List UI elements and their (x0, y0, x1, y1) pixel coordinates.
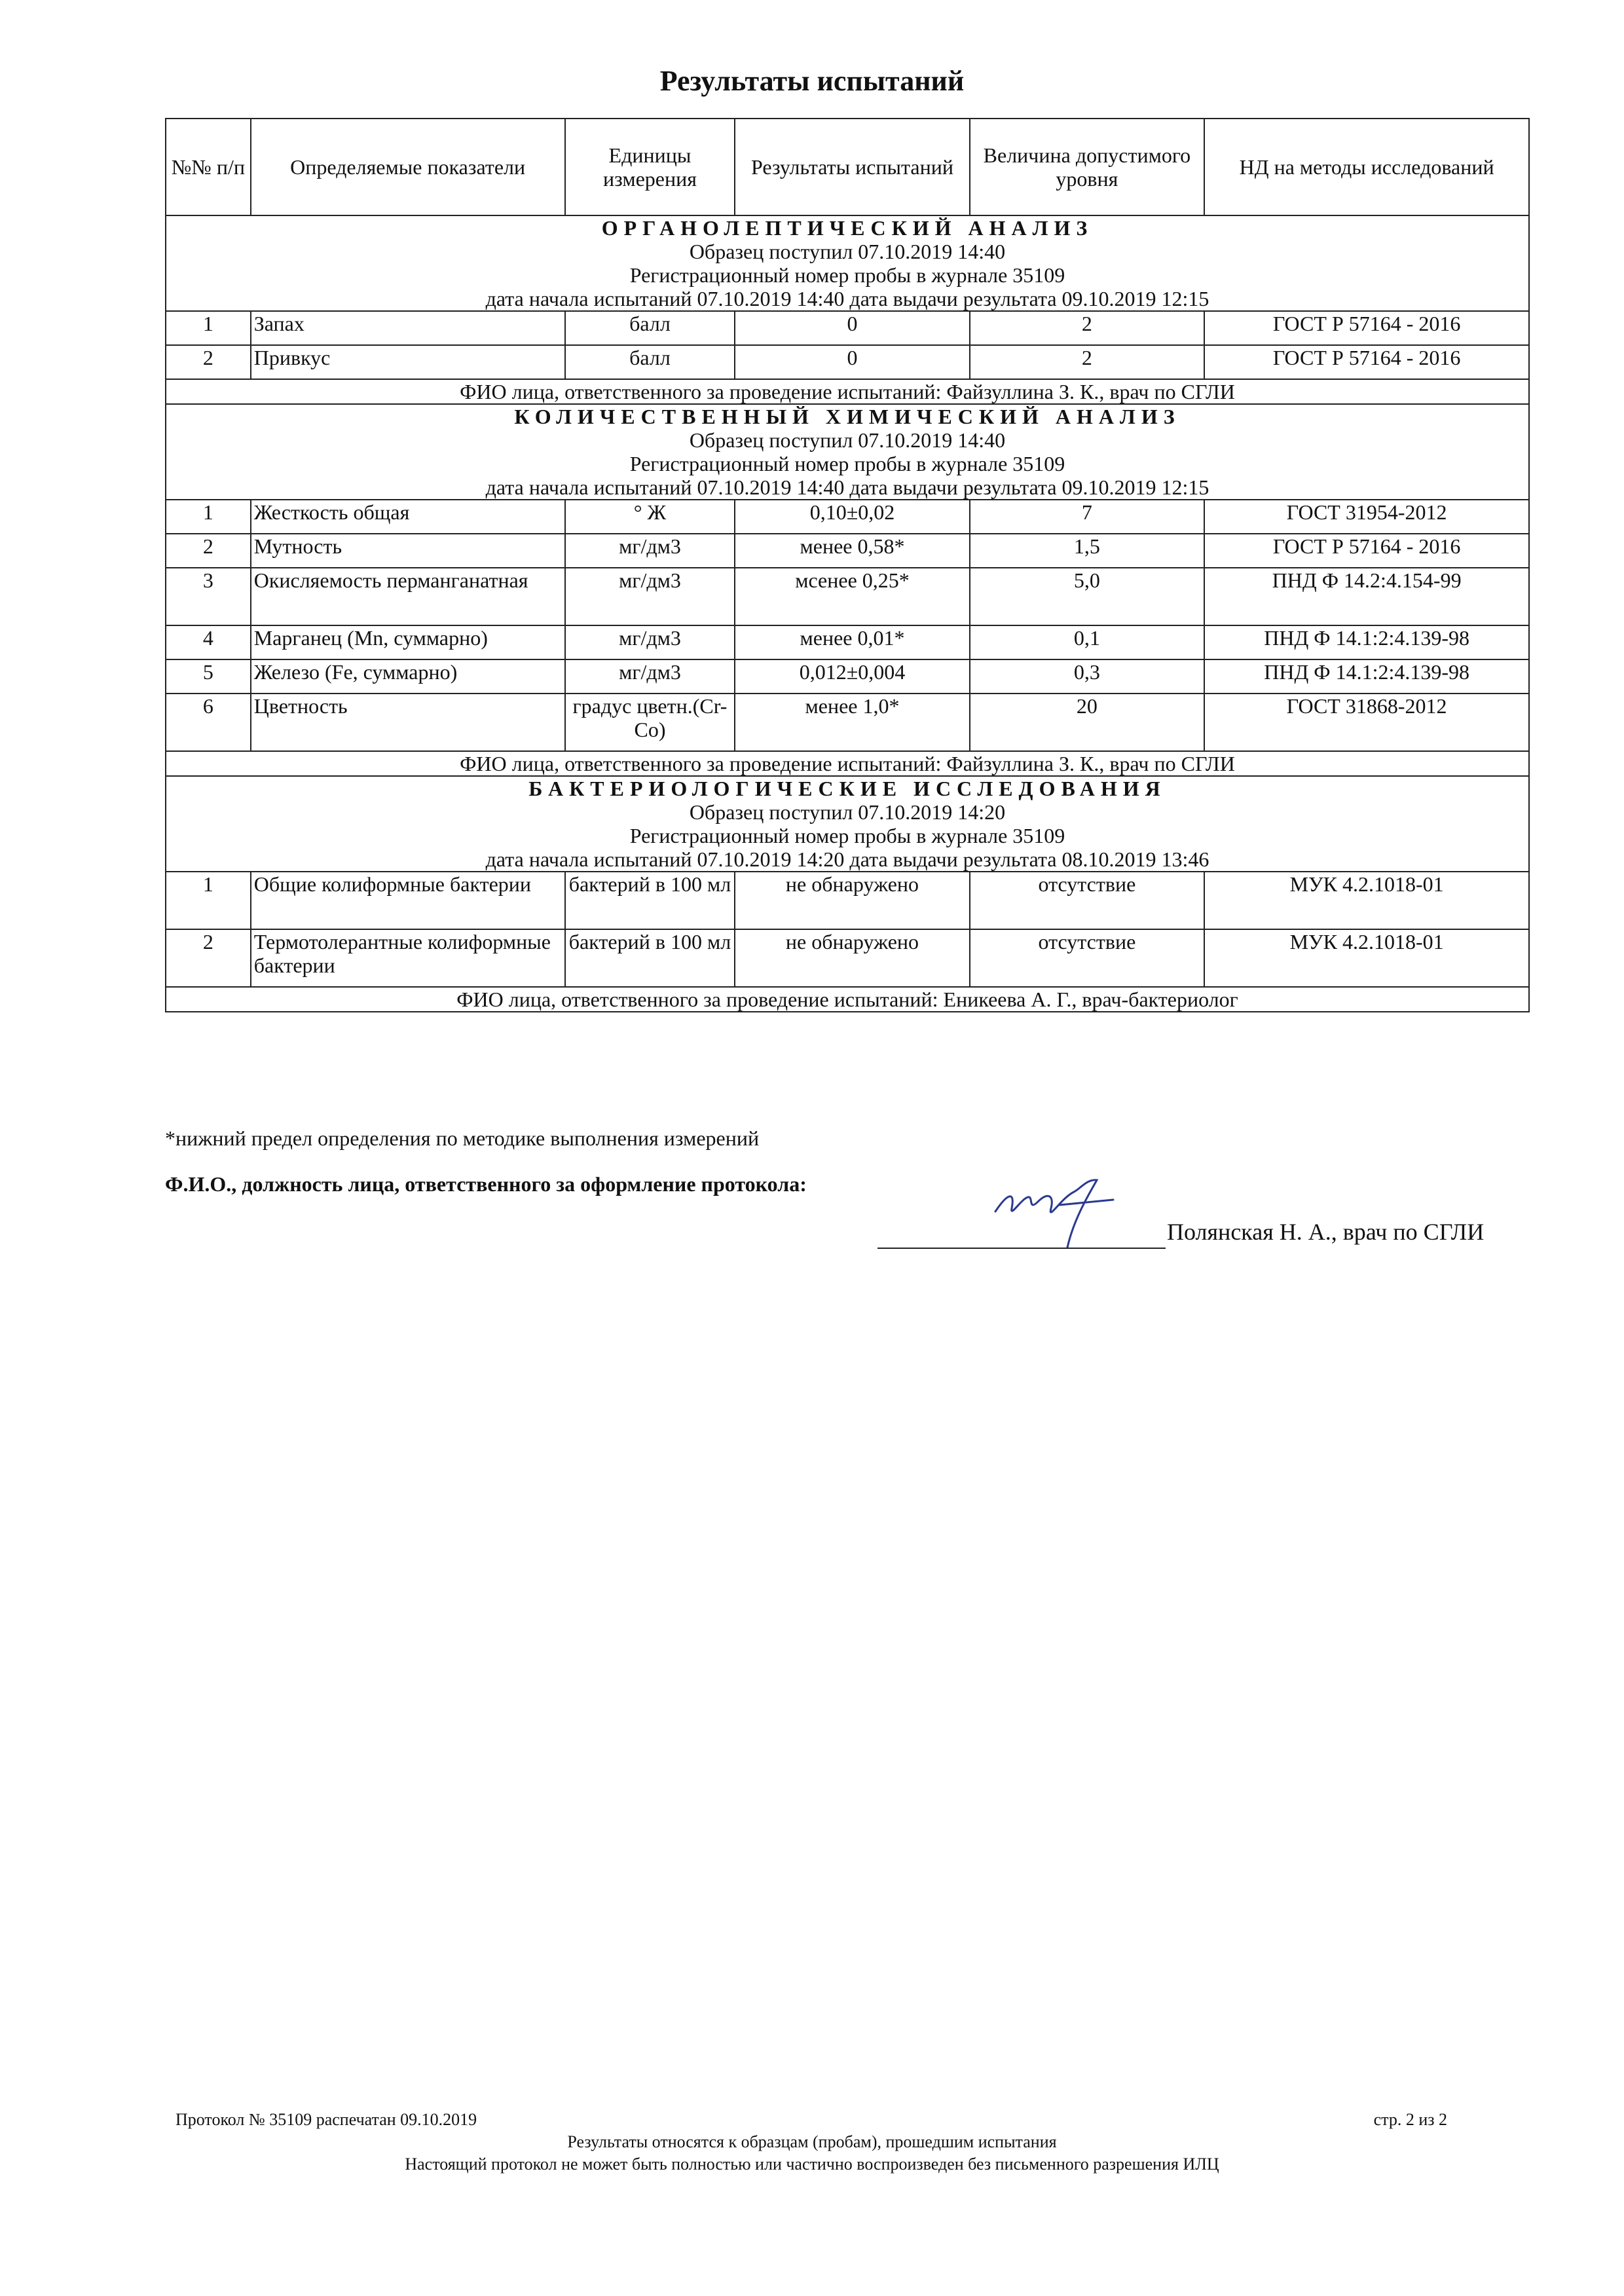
sample-received: Образец поступил 07.10.2019 14:40 (689, 240, 1006, 263)
cell-indicator: Цветность (251, 694, 565, 751)
cell-num: 1 (166, 872, 251, 929)
registration-number: Регистрационный номер пробы в журнале 35109 (629, 824, 1065, 847)
registration-number: Регистрационный номер пробы в журнале 35109 (629, 263, 1065, 287)
test-dates: дата начала испытаний 07.10.2019 14:40 дата выдачи результата 09.10.2019 12:15 (485, 287, 1209, 310)
cell-method: ГОСТ Р 57164 - 2016 (1204, 534, 1529, 568)
footer-protocol-number: Протокол № 35109 распечатан 09.10.2019 (175, 2110, 477, 2129)
cell-unit: бактерий в 100 мл (565, 929, 735, 987)
cell-result: мсенее 0,25* (735, 568, 969, 625)
section-title: ОРГАНОЛЕПТИЧЕСКИЙ АНАЛИЗ (601, 216, 1094, 240)
cell-unit: ° Ж (565, 500, 735, 534)
section-info (166, 215, 1529, 311)
cell-num: 4 (166, 625, 251, 659)
cell-level: 0,1 (970, 625, 1205, 659)
cell-result: менее 0,01* (735, 625, 969, 659)
table-row (166, 694, 1529, 751)
footer-note-1: Результаты относятся к образцам (пробам), прошедшим испытания (567, 2132, 1057, 2151)
section-header (166, 404, 1529, 500)
cell-num: 5 (166, 659, 251, 694)
cell-indicator: Мутность (251, 534, 565, 568)
cell-level: 2 (970, 345, 1205, 379)
header-method: НД на методы исследований (1204, 119, 1529, 215)
cell-level: отсутствие (970, 929, 1205, 987)
table-row (166, 568, 1529, 625)
cell-method: ПНД Ф 14.2:4.154-99 (1204, 568, 1529, 625)
results-table (165, 118, 1530, 1012)
cell-result: 0 (735, 345, 969, 379)
section-title: КОЛИЧЕСТВЕННЫЙ ХИМИЧЕСКИЙ АНАЛИЗ (514, 405, 1181, 428)
section-header (166, 776, 1529, 872)
header-indicator: Определяемые показатели (251, 119, 565, 215)
cell-result: менее 1,0* (735, 694, 969, 751)
cell-indicator: Железо (Fe, суммарно) (251, 659, 565, 694)
signature-image (982, 1172, 1139, 1257)
cell-level: 1,5 (970, 534, 1205, 568)
table-row (166, 311, 1529, 345)
cell-num: 6 (166, 694, 251, 751)
header-level: Величина допустимого уровня (970, 119, 1205, 215)
section-info (166, 776, 1529, 872)
cell-unit: балл (565, 345, 735, 379)
cell-indicator: Термотолерантные колиформные бактерии (251, 929, 565, 987)
protocol-responsible-label: Ф.И.О., должность лица, ответственного за оформление протокола: (165, 1172, 807, 1196)
cell-method: ГОСТ Р 57164 - 2016 (1204, 311, 1529, 345)
cell-indicator: Жесткость общая (251, 500, 565, 534)
cell-level: 0,3 (970, 659, 1205, 694)
table-row (166, 872, 1529, 929)
responsible-person: ФИО лица, ответственного за проведение испытаний: Файзуллина З. К., врач по СГЛИ (166, 751, 1529, 776)
cell-result: менее 0,58* (735, 534, 969, 568)
table-row (166, 345, 1529, 379)
footnote: *нижний предел определения по методике выполнения измерений (165, 1126, 760, 1150)
table-row (166, 659, 1529, 694)
cell-method: ГОСТ 31868-2012 (1204, 694, 1529, 751)
cell-result: 0 (735, 311, 969, 345)
footer-page-number: стр. 2 из 2 (1373, 2110, 1447, 2129)
cell-method: ПНД Ф 14.1:2:4.139-98 (1204, 659, 1529, 694)
registration-number: Регистрационный номер пробы в журнале 35109 (629, 452, 1065, 475)
cell-method: ГОСТ Р 57164 - 2016 (1204, 345, 1529, 379)
section-info (166, 404, 1529, 500)
cell-unit: мг/дм3 (565, 568, 735, 625)
table-row (166, 534, 1529, 568)
cell-unit: балл (565, 311, 735, 345)
header-result: Результаты испытаний (735, 119, 969, 215)
cell-level: 20 (970, 694, 1205, 751)
table-row (166, 625, 1529, 659)
cell-num: 2 (166, 345, 251, 379)
cell-method: ГОСТ 31954-2012 (1204, 500, 1529, 534)
test-dates: дата начала испытаний 07.10.2019 14:40 дата выдачи результата 09.10.2019 12:15 (485, 475, 1209, 499)
table-header-row (166, 119, 1529, 215)
sample-received: Образец поступил 07.10.2019 14:40 (689, 428, 1006, 452)
cell-method: ПНД Ф 14.1:2:4.139-98 (1204, 625, 1529, 659)
cell-result: не обнаружено (735, 929, 969, 987)
cell-unit: мг/дм3 (565, 625, 735, 659)
cell-level: 7 (970, 500, 1205, 534)
cell-num: 2 (166, 534, 251, 568)
signer-name: Полянская Н. А., врач по СГЛИ (1167, 1219, 1485, 1245)
section-header (166, 215, 1529, 311)
responsible-row (166, 379, 1529, 404)
cell-indicator: Марганец (Mn, суммарно) (251, 625, 565, 659)
cell-indicator: Окисляемость перманганатная (251, 568, 565, 625)
table-row (166, 500, 1529, 534)
cell-level: 2 (970, 311, 1205, 345)
cell-unit: мг/дм3 (565, 659, 735, 694)
page-title: Результаты испытаний (659, 65, 965, 97)
responsible-person: ФИО лица, ответственного за проведение испытаний: Еникеева А. Г., врач-бактериолог (166, 987, 1529, 1012)
cell-num: 1 (166, 500, 251, 534)
header-unit: Единицы измерения (565, 119, 735, 215)
footer-note-2: Настоящий протокол не может быть полностью или частично воспроизведен без письменного разрешения ИЛЦ (405, 2155, 1219, 2174)
cell-result: 0,10±0,02 (735, 500, 969, 534)
cell-unit: бактерий в 100 мл (565, 872, 735, 929)
cell-level: отсутствие (970, 872, 1205, 929)
table-row (166, 929, 1529, 987)
cell-num: 2 (166, 929, 251, 987)
test-dates: дата начала испытаний 07.10.2019 14:20 дата выдачи результата 08.10.2019 13:46 (485, 847, 1209, 871)
cell-result: не обнаружено (735, 872, 969, 929)
cell-indicator: Привкус (251, 345, 565, 379)
cell-unit: мг/дм3 (565, 534, 735, 568)
cell-unit: градус цветн.(Cr-Co) (565, 694, 735, 751)
cell-method: МУК 4.2.1018-01 (1204, 872, 1529, 929)
responsible-row (166, 987, 1529, 1012)
section-title: БАКТЕРИОЛОГИЧЕСКИЕ ИССЛЕДОВАНИЯ (528, 777, 1166, 800)
cell-level: 5,0 (970, 568, 1205, 625)
cell-indicator: Общие колиформные бактерии (251, 872, 565, 929)
cell-num: 3 (166, 568, 251, 625)
responsible-person: ФИО лица, ответственного за проведение испытаний: Файзуллина З. К., врач по СГЛИ (166, 379, 1529, 404)
responsible-row (166, 751, 1529, 776)
cell-indicator: Запах (251, 311, 565, 345)
cell-num: 1 (166, 311, 251, 345)
sample-received: Образец поступил 07.10.2019 14:20 (689, 800, 1006, 824)
signature-line (877, 1248, 1166, 1249)
cell-result: 0,012±0,004 (735, 659, 969, 694)
header-num: №№ п/п (166, 119, 251, 215)
cell-method: МУК 4.2.1018-01 (1204, 929, 1529, 987)
